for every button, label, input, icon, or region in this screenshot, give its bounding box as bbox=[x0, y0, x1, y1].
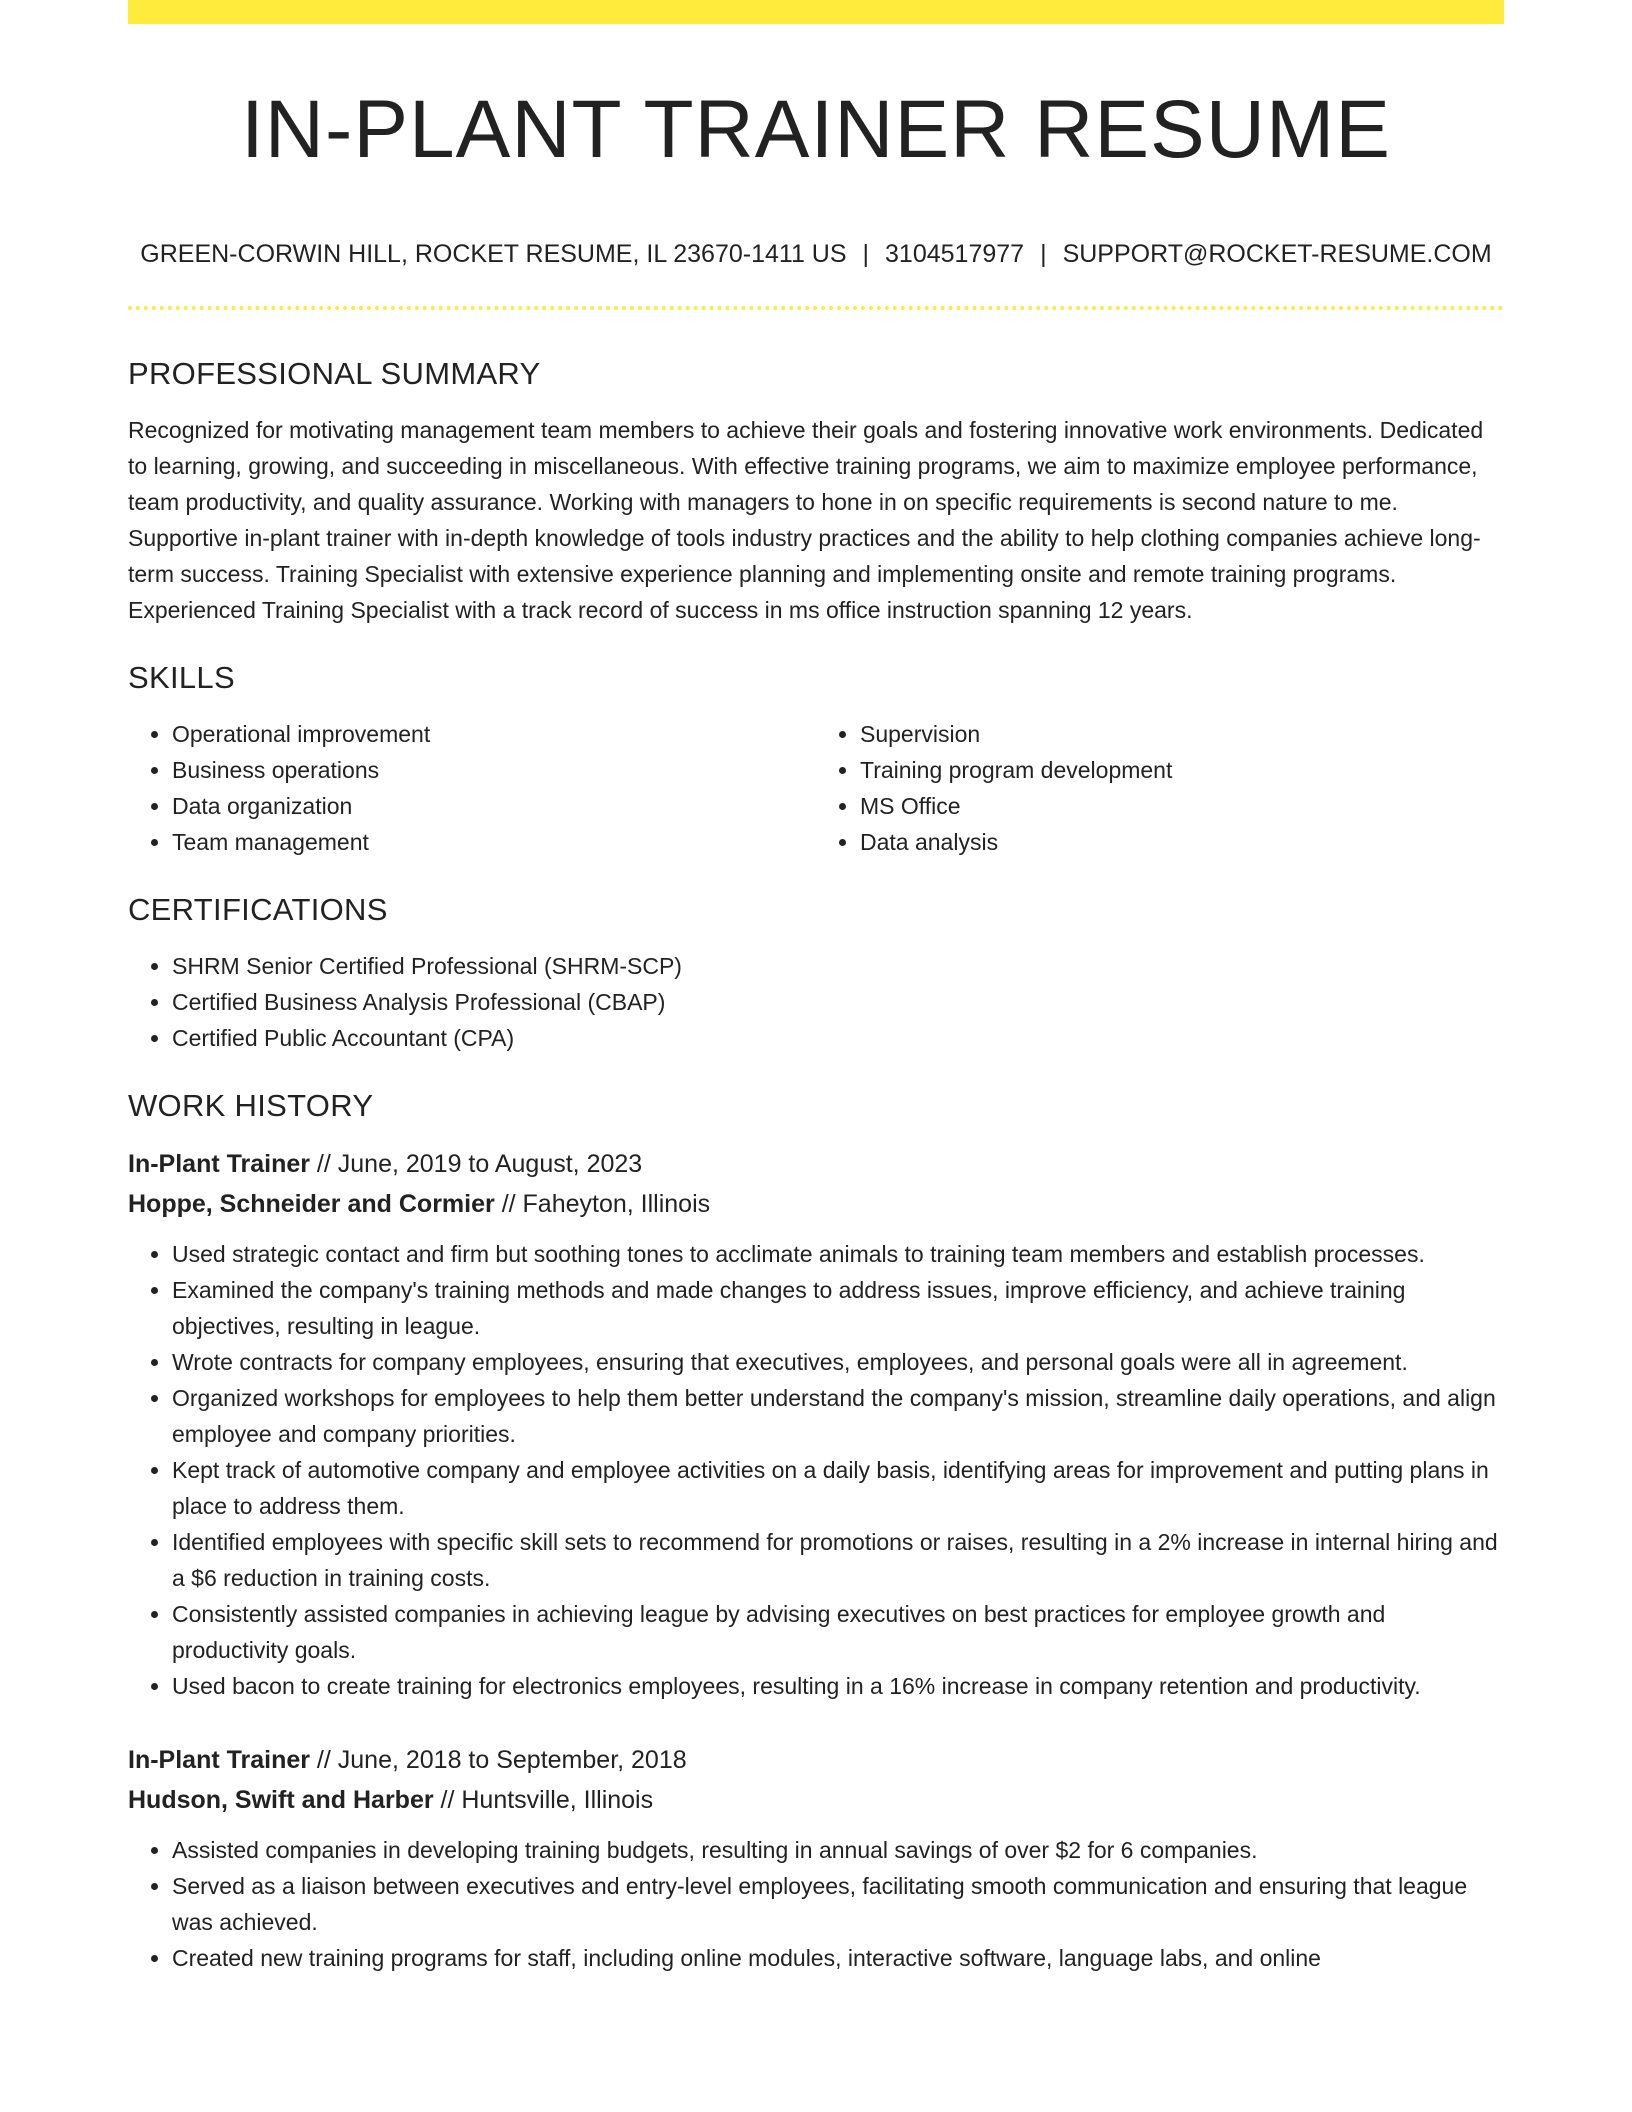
job-bullets bbox=[128, 1236, 1504, 1704]
contact-phone: 3104517977 bbox=[885, 240, 1025, 268]
job-company-line bbox=[128, 1184, 1504, 1224]
skill-item: • Supervision bbox=[860, 716, 1504, 752]
skills-list-left bbox=[128, 716, 816, 860]
job-dates: // June, 2018 to September, 2018 bbox=[309, 1746, 687, 1774]
job-bullet: • Consistently assisted companies in achieving league by advising executives on best practices for employee growth and productivity goals. bbox=[172, 1596, 1504, 1668]
job-company: Hoppe, Schneider and Cormier bbox=[128, 1190, 495, 1218]
section-heading: CERTIFICATIONS bbox=[128, 892, 388, 927]
skill-item: • Team management bbox=[172, 824, 816, 860]
summary-section bbox=[128, 352, 1504, 628]
job-bullet: • Kept track of automotive company and employee activities on a daily basis, identifying areas for improvement and putting plans in place to address them. bbox=[172, 1452, 1504, 1524]
job-bullet: • Examined the company's training methods and made changes to address issues, improve efficiency, and achieve training objectives, resulting in league. bbox=[172, 1272, 1504, 1344]
certifications-list bbox=[128, 948, 1504, 1056]
job-entry bbox=[128, 1144, 1504, 1704]
resume-title: IN-PLANT TRAINER RESUME bbox=[241, 84, 1391, 175]
dotted-divider bbox=[128, 306, 1504, 310]
job-title: In-Plant Trainer bbox=[128, 1150, 310, 1178]
certifications-section bbox=[128, 888, 1504, 1056]
job-company: Hudson, Swift and Harber bbox=[128, 1786, 434, 1814]
job-dates: // June, 2019 to August, 2023 bbox=[309, 1150, 643, 1178]
certification-item: • Certified Public Accountant (CPA) bbox=[172, 1020, 1504, 1056]
contact-address: GREEN-CORWIN HILL, ROCKET RESUME, IL 23670-1411 US bbox=[140, 240, 847, 268]
job-location: // Huntsville, Illinois bbox=[433, 1786, 654, 1814]
skills-list-right bbox=[816, 716, 1504, 860]
job-bullet: • Identified employees with specific skill sets to recommend for promotions or raises, resulting in a 2% increase in internal hiring and a $6 reduction in training costs. bbox=[172, 1524, 1504, 1596]
summary-text: Recognized for motivating management team members to achieve their goals and fostering innovative work environments. Dedicated to learning, growing, and succeeding in miscellaneous. With effective training programs, we aim to maximize employee performance, team productivity, and quality assurance. Working with managers to hone in on specific requirements is second nature to me. Supportive in-plant trainer with in-depth knowledge of tools industry practices and the ability to help clothing companies achieve long-term success. Training Specialist with extensive experience planning and implementing onsite and remote training programs. Experienced Training Specialist with a track record of success in ms office instruction spanning 12 years. bbox=[128, 417, 1484, 623]
job-bullet: • Wrote contracts for company employees, ensuring that executives, employees, and personal goals were all in agreement. bbox=[172, 1344, 1504, 1380]
job-entry bbox=[128, 1740, 1504, 1976]
certification-item: • Certified Business Analysis Professional (CBAP) bbox=[172, 984, 1504, 1020]
skill-item: • Data analysis bbox=[860, 824, 1504, 860]
accent-bar bbox=[128, 0, 1504, 24]
job-bullet: • Organized workshops for employees to help them better understand the company's mission, streamline daily operations, and align employee and company priorities. bbox=[172, 1380, 1504, 1452]
skills-section bbox=[128, 656, 1504, 860]
contact-line bbox=[128, 236, 1504, 272]
job-title: In-Plant Trainer bbox=[128, 1746, 310, 1774]
job-bullet: • Used bacon to create training for electronics employees, resulting in a 16% increase in company retention and productivity. bbox=[172, 1668, 1504, 1704]
skills-columns bbox=[128, 716, 1504, 860]
contact-email: SUPPORT@ROCKET-RESUME.COM bbox=[1062, 240, 1492, 268]
skill-item: • Data organization bbox=[172, 788, 816, 824]
job-bullets bbox=[128, 1832, 1504, 1976]
skill-item: • Training program development bbox=[860, 752, 1504, 788]
section-heading: SKILLS bbox=[128, 660, 235, 695]
job-bullet: • Assisted companies in developing training budgets, resulting in annual savings of over $2 for 6 companies. bbox=[172, 1832, 1504, 1868]
section-heading: WORK HISTORY bbox=[128, 1088, 374, 1123]
certification-item: • SHRM Senior Certified Professional (SHRM-SCP) bbox=[172, 948, 1504, 984]
job-bullet: • Created new training programs for staff, including online modules, interactive software, language labs, and online bbox=[172, 1940, 1504, 1976]
work-history-section bbox=[128, 1084, 1504, 1976]
job-location: // Faheyton, Illinois bbox=[494, 1190, 711, 1218]
job-title-line bbox=[128, 1144, 1504, 1184]
job-bullet: • Served as a liaison between executives and entry-level employees, facilitating smooth communication and ensuring that league was achieved. bbox=[172, 1868, 1504, 1940]
contact-separator: | bbox=[862, 240, 870, 268]
skill-item: • Business operations bbox=[172, 752, 816, 788]
section-heading: PROFESSIONAL SUMMARY bbox=[128, 356, 541, 391]
job-company-line bbox=[128, 1780, 1504, 1820]
skill-item: • MS Office bbox=[860, 788, 1504, 824]
job-title-line bbox=[128, 1740, 1504, 1780]
job-bullet: • Used strategic contact and firm but soothing tones to acclimate animals to training team members and establish processes. bbox=[172, 1236, 1504, 1272]
resume-content bbox=[128, 352, 1504, 1976]
contact-separator: | bbox=[1040, 240, 1047, 268]
skill-item: • Operational improvement bbox=[172, 716, 816, 752]
